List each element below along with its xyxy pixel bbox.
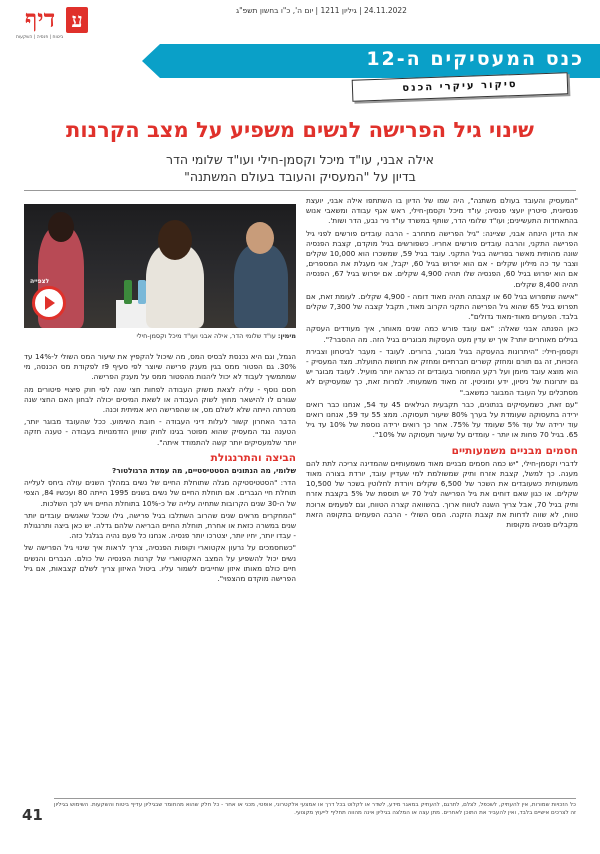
paragraph: "המחקרים מראים שנים שהרוב השתלבו בגיל פרישה, גילו שככל שאנשים עובדים יותר שנים במשרה כזאת או אחרת, תוחלת החיים הבריאה שלהם גדלה. יש כאן ביצה ותרנגולת - עבדו יותר, יחיו יותר, יצטרכו יותר פנסיה. אנחנו כל פעם נהיה בגלגל כזה. bbox=[24, 510, 296, 541]
caption-label: מימין: bbox=[277, 332, 296, 340]
logo-tagline: ביטוח | פנסיה | השקעות bbox=[16, 35, 64, 40]
caption-text: עו"ד שלומי הדר, אילה אבני ועו"ד מיכל וקסמן-חילי bbox=[136, 332, 276, 340]
banner-fold bbox=[142, 44, 160, 78]
byline-speakers: אילה אבני, עו"ד מיכל וקסמן-חילי ועו"ד שלומי הדר bbox=[166, 152, 434, 167]
paragraph: וקסמן-חילי: "היתרונות בהעסקה בגיל מבוגר, ברורים. לעובד - מעבר לביטחון וצבירת הזכויות, זה גם תורם ומחזק קשרים חברתיים ומחזק את תחושת התועלת. מצד המעסיק - הוא מוצא עובד מיומן ועל רקע המחסור בעובדים זה כנראה יותר מועיל. לעובד מבוגר יש גם יתרונות של ניסיון, ידע ומוניטין. זה מאוד משמעותי. למרות זאת, כך שמעסיקים לא מסתכלים על העובד המבוגר כמשאב." bbox=[306, 346, 578, 397]
logo-word: דיף bbox=[24, 4, 56, 33]
bottle bbox=[124, 280, 132, 304]
bottle bbox=[138, 280, 146, 304]
paragraph: לדברי וקסמן-חילי, "יש כמה חסמים מבניים מאוד משמעותיים שהמדינה צריכה לתת להם מענה. כך למשל, קצבת אזרח ותיק שמשולמת למי שעדיין עובד, יורדת בצורה מאוד משמעותית כשעובדים את השכר של 6,500 שקלים ויורדת לחלוטין בשכר של 10,500 שקלים. או כגון שאם דוחים את גיל הפרישה לגיל 70 יש תוספת של 5% בקצבת אזרח ותיק בגיל 70, אבל צריך השנה לטווח ארוך. בהשוואה קצרה הטווח, וגם לפעמים ארוכת טווח, לא שווה לדחות את קצבת הזקנה. המס השולי - הרבה הפעמים בתקופה הזאת מקבלים פנסיה מקופות bbox=[306, 458, 578, 530]
paragraph: כאן הפנתה אבני שאלה: "אם עובד פורש כמה שנים מאוחר, איך מעודדים העסקה בגילים מאוחרים יותר? איך יש עדין מעט העסקות מבוגרים בגיל הזה. מה ההסבר?". bbox=[306, 324, 578, 344]
banner-title: כנס המעסיקים ה-12 bbox=[366, 48, 584, 70]
paragraph: "כשחסמכים על נרעון אקטוארי וקופות הפנסיה, צריך לראות איך שינוי גיל הפרישה של נשים יכול להשפיע על המצב האקטוארי של קרנות הפנסיה של כולם. הגברים והנשים חיים כולם מאותו איזון שחייבים לשמור עליו. ביטול האיזון צריך לשלם קצבאות, אם גיל הפרישה מוקדם מהצפוי". bbox=[24, 543, 296, 584]
top-bar bbox=[0, 0, 600, 42]
speaker-head bbox=[48, 212, 74, 242]
byline-panel: בדיון על "המעסיק והעובד בעולם המשתנה" bbox=[184, 169, 416, 184]
paragraph: הדבר האחרון קשור לעלות דיני העבודה - חובת השימוע. ככל שהעובד מבוגר יותר, הטענה נגד המעסיק שהוא מפוטר בגינו לחוק שוויון הזדמנויות בעבודה - טענה חזקה יותר שלמעסיקים יותר קשה להתמודד איתה". bbox=[24, 417, 296, 447]
copyright-footnote: כל הזכויות שמורות, אין להעתיק, לשכפל, לצלם, לתרגם, להעתיק במאגר מידע, לשדר או לקלוט בכל דרך או אמצעי אלקטרוני, אופטי, מכני או אחר - כל חלק שהוא מהחומר שבגיליון עדיף ביטוח והשקעות. השימוש בגיליון זה לצרכים אישיים בלבד, ואין להעביר את התוכן לאחרים. מתן עצה או המלצה בגיליון אינה מהווה תחליף לייעוץ מקצועי. bbox=[54, 798, 576, 817]
paragraph: "אישה שתפרוש בגיל 60 או קצבתה תהיה מאוד דומה - 4,900 שקלים. לעומת זאת, אם תפרוש בגיל 65 שהוא גיל הפרישה התקני הקרוב מאוד, תקבל קצבה של 7,300 שקלים בלבד. הפערים מאוד-מאוד גדולים". bbox=[306, 291, 578, 322]
paragraph-question: שלומי, מה הנתונים הסטטיסטיים, מה עמדת הרגולטור? bbox=[111, 466, 296, 476]
paragraph: הגמל, וגם היא נכנסת לבסיס המס, מה שיכול להקפיץ את שיעור המס השולי ל-14% עד 30%. גם הפטור ממס בגין מענק פרישה שיוצר לפי סעיף 9ז לפקודת מס הכנסה, מי שמתמשיך לעבוד לא יכול ליהנות מהפטור ממס על מענק הפרישה. bbox=[24, 352, 296, 382]
paragraph: "עם זאת, כשמעסיקים בנתונים, כבר תקבעית הגילאים 45 עד 54, אנחנו כבר רואים ירידה בתעסוקה שעומדת על בערך 80% שיעור תעסוקה. ממצ 55 עד 59, אנחנו רואים עוד ירידה של עוד 5% שעומד על 75%. אחר כך רואים ירידה נוספת של 10% עד גיל 65. בגיל 70 פחות או יותר - עומדים על שיעור תעסוקה של 10%". bbox=[306, 399, 578, 440]
subheading: חסמים מבניים משמעותיים bbox=[451, 444, 578, 457]
watch-label: לצפייה bbox=[30, 278, 50, 285]
speaker-head bbox=[158, 220, 192, 260]
play-icon[interactable] bbox=[32, 286, 66, 320]
publication-logo[interactable] bbox=[14, 5, 90, 39]
paragraph: הדר: "הסטטיסטיקה מגלה שתוחלת החיים של נשים במהלך השנים עולה ביחס לעלייה תוחלת חיי הגברים. אם תוחלת החיים של נשים בשנים 1995 הייתה 80 ועכשיו 84, הצפי של ה-30 שנים הקרובות שתחיה עלייה של כ-10% בתוחלת החיים ויש לכך השלכות. bbox=[24, 478, 297, 508]
speaker-head bbox=[246, 222, 274, 254]
left-column bbox=[24, 352, 296, 586]
page-number: 41 bbox=[22, 806, 43, 824]
paragraph: חסם נוסף - עליה לצאת משוק העבודה לפחות חצי שנה לפי חוק פיצויי פיטורים מה שגורם לו להישאר מחוץ לשוק העבודה או לשאת המיסים יכולה לבחון האם החצי שנה מטרתה הייתה שלא לשלם מס, או שהפרישה היא אמיתית וכנה. bbox=[24, 384, 296, 415]
article-headline: שינוי גיל הפרישה לנשים משפיע על מצב הקרנות bbox=[66, 118, 534, 142]
speaker-figure bbox=[234, 244, 288, 328]
logo-badge: ע bbox=[66, 7, 88, 33]
article-byline bbox=[20, 151, 580, 185]
right-column bbox=[306, 196, 578, 532]
panel-photo[interactable] bbox=[24, 204, 296, 328]
subheading: הביצה והתרנגולת bbox=[210, 451, 296, 464]
divider bbox=[24, 190, 576, 191]
section-tag: סיקור עיקרי הכנס bbox=[352, 72, 569, 102]
paragraph: "המעסיק והעובד בעולם משתנה", היה שמו של הדיון בו השתתפו אילה אבני, יועצת פנסיונית, סיטרין יועצי פנסיה; עו"ד מיכל וקסמן-חילי, ראש אגף עבודה ומשאבי אנוש בהתאחדות התעשיינים; ועו"ד שלומי הדר, שותף במשרד עו"ד ניר נבע, הדר ושות'. bbox=[306, 196, 578, 226]
paragraph: את הדיון הינחה אבני, שציינה: "גיל הפרישה מתחרב - הרבה עובדים פורשים לפני גיל הפרישה התקני, והרבה עובדים פורשים אחריו. כשפורשים בגיל מוקדם, קצבת הפנסיה שונה מהותית מאשר בפרישה בגיל התקני. עובד בגיל 59, שמשכרו הוא 10,000 שקלים וצבר עד כה מיליון שקלים - אם הוא יפרוש בגיל 60, יקבל, אני מעגלת את המספרים, אם הוא יפרוש בגיל 60, הפנסיה שלו תהיה 4,900 שקלים. אם יפרוש בגיל 67, הפנסיה תהיה 8,400 שקלים. bbox=[306, 228, 579, 289]
issue-meta: 24.11.2022 | גיליון 1211 | יום ה', כ"ו בחשון תשפ"ג bbox=[236, 6, 407, 15]
photo-caption bbox=[24, 332, 296, 340]
